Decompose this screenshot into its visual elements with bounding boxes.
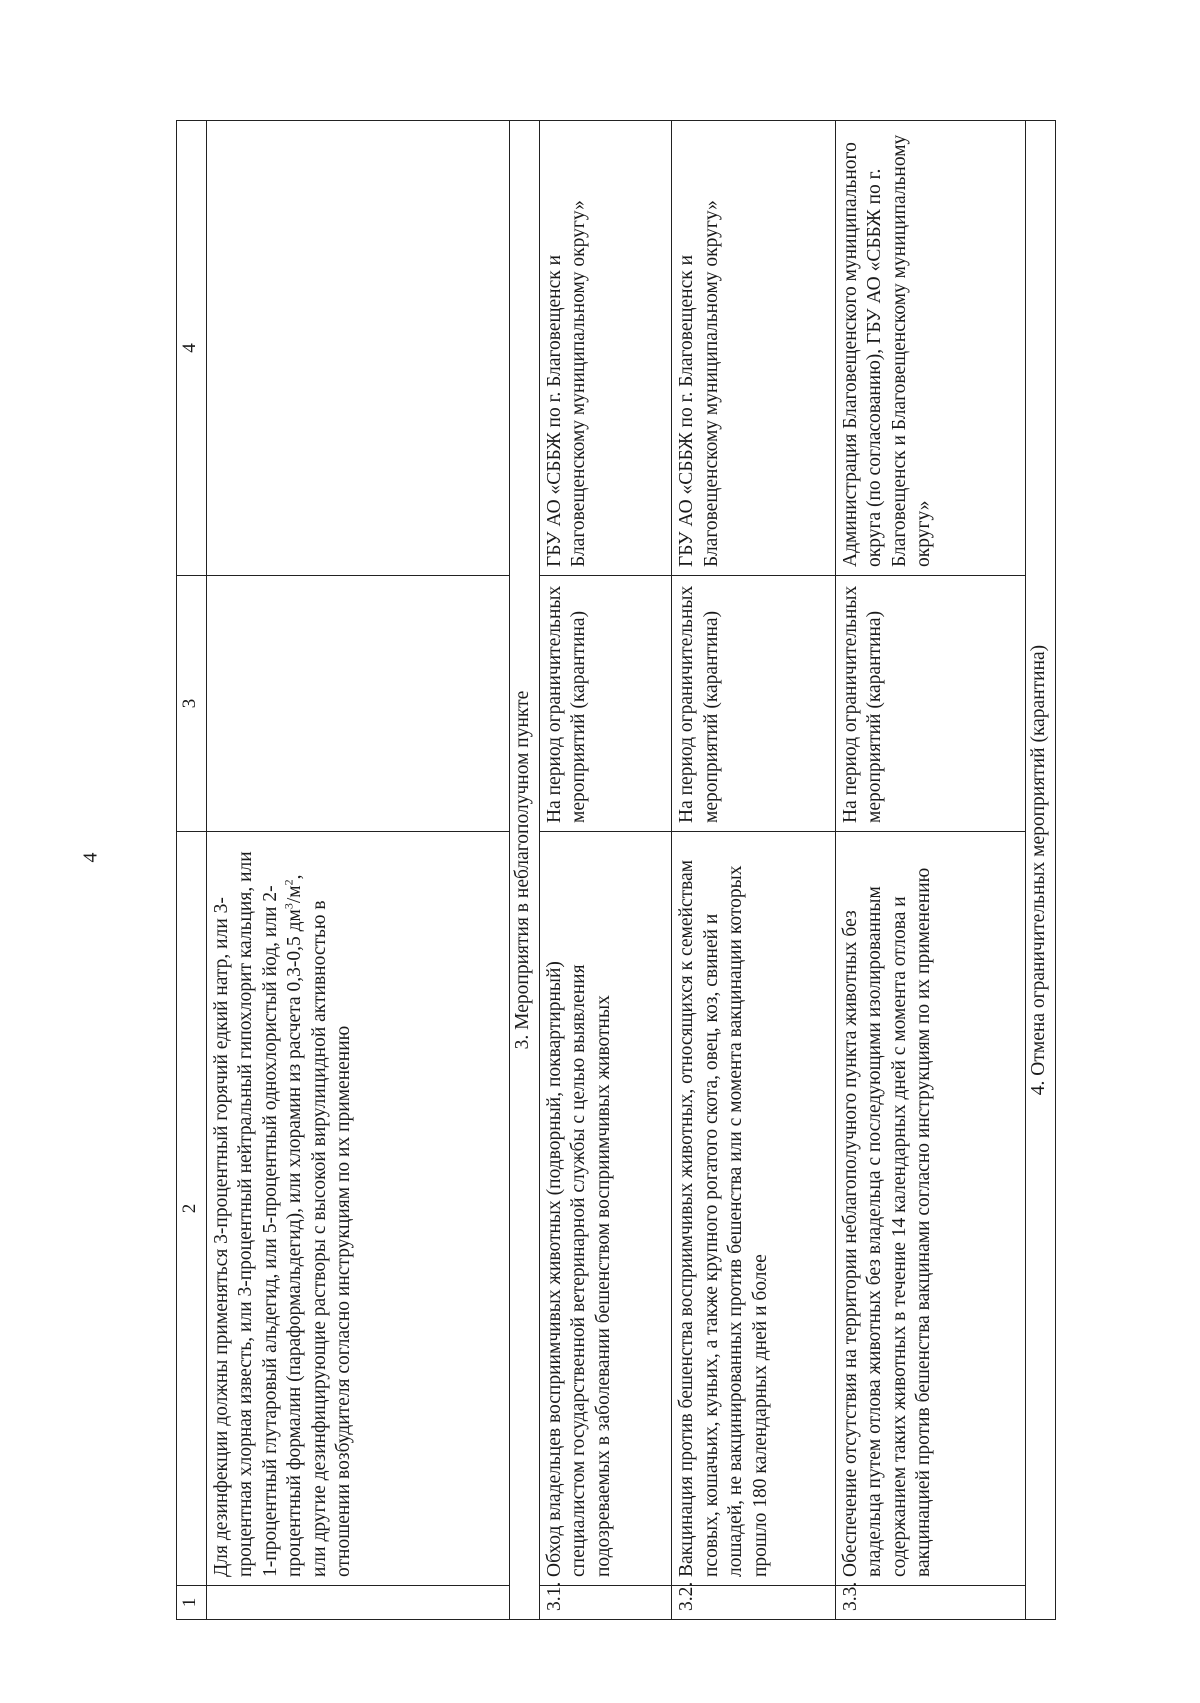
header-col-1: 1	[177, 1586, 207, 1620]
period-cell: На период ограничительных мероприятий (карантина)	[672, 576, 836, 832]
measure-cell: Вакцинация против бешенства восприимчивых животных, относящихся к семействам псовых, кошачьих, куньих, а также крупного рогатого скота, овец, коз, свиней и лошадей, не вакцинированных против бешенства или с момента вакцинации которых прошло 180 календарных дней и более	[672, 832, 836, 1586]
section-row	[1026, 121, 1056, 1620]
row-number-cell	[206, 1586, 509, 1620]
disinfection-text-c: , или другие дезинфицирующие растворы с высокой вирулицидной активностью в отношении возбудителя согласно инструкциям по их применению	[284, 874, 355, 1577]
section-3-title: 3. Мероприятия в неблагополучном пункте	[509, 121, 539, 1620]
row-number-cell: 3.1.	[539, 1586, 672, 1620]
header-col-2: 2	[177, 832, 207, 1586]
disinfection-text-cell	[206, 832, 509, 1586]
superscript-3: 3	[281, 903, 296, 910]
header-col-3: 3	[177, 576, 207, 832]
responsible-cell: Администрация Благовещенского муниципального округа (по согласованию), ГБУ АО «СББЖ по г. Благовещенск и Благовещенскому муниципальному округу»	[835, 121, 1025, 576]
rotated-table-wrapper	[176, 120, 1056, 1620]
row-number-cell: 3.2.	[672, 1586, 836, 1620]
superscript-2: 2	[281, 879, 296, 886]
measure-cell: Обход владельцев восприимчивых животных (подворный, поквартирный) специалистом государственной ветеринарной службы с целью выявления подозреваемых в заболевании бешенством восприимчивых животных	[539, 832, 672, 1586]
responsible-cell	[206, 121, 509, 576]
header-row	[177, 121, 207, 1620]
disinfection-text-a: Для дезинфекции должны применяться 3-процентный горячий едкий натр, или 3-процентная хлорная известь, или 3-процентный нейтральный гипохлорит кальция, или 1-процентный глутаровый альдегид, или 5-процентный однохлористый йод, или 2-процентный формалин (параформальдегид), или хлорамин из расчета 0,3-0,5 дм	[210, 851, 306, 1577]
period-cell	[206, 576, 509, 832]
measures-table	[176, 120, 1056, 1620]
header-col-4: 4	[177, 121, 207, 576]
disinfection-text-b: /м	[284, 885, 306, 904]
row-number-cell: 3.3.	[835, 1586, 1025, 1620]
table-row	[835, 121, 1025, 1620]
responsible-cell: ГБУ АО «СББЖ по г. Благовещенск и Благовещенскому муниципальному округу»	[672, 121, 836, 576]
table-row	[672, 121, 836, 1620]
page-number: 4	[79, 852, 102, 863]
table-row	[539, 121, 672, 1620]
table-row	[206, 121, 509, 1620]
section-row	[509, 121, 539, 1620]
measure-cell: Обеспечение отсутствия на территории неблагополучного пункта животных без владельца путем отлова животных без владельца с последующими изолированным содержанием таких животных в течение 14 календарных дней с момента отлова и вакцинацией против бешенства вакцинами согласно инструкциям по их применению	[835, 832, 1025, 1586]
section-4-title: 4. Отмена ограничительных мероприятий (карантина)	[1026, 121, 1056, 1620]
period-cell: На период ограничительных мероприятий (карантина)	[539, 576, 672, 832]
responsible-cell: ГБУ АО «СББЖ по г. Благовещенск и Благовещенскому муниципальному округу»	[539, 121, 672, 576]
period-cell: На период ограничительных мероприятий (карантина)	[835, 576, 1025, 832]
